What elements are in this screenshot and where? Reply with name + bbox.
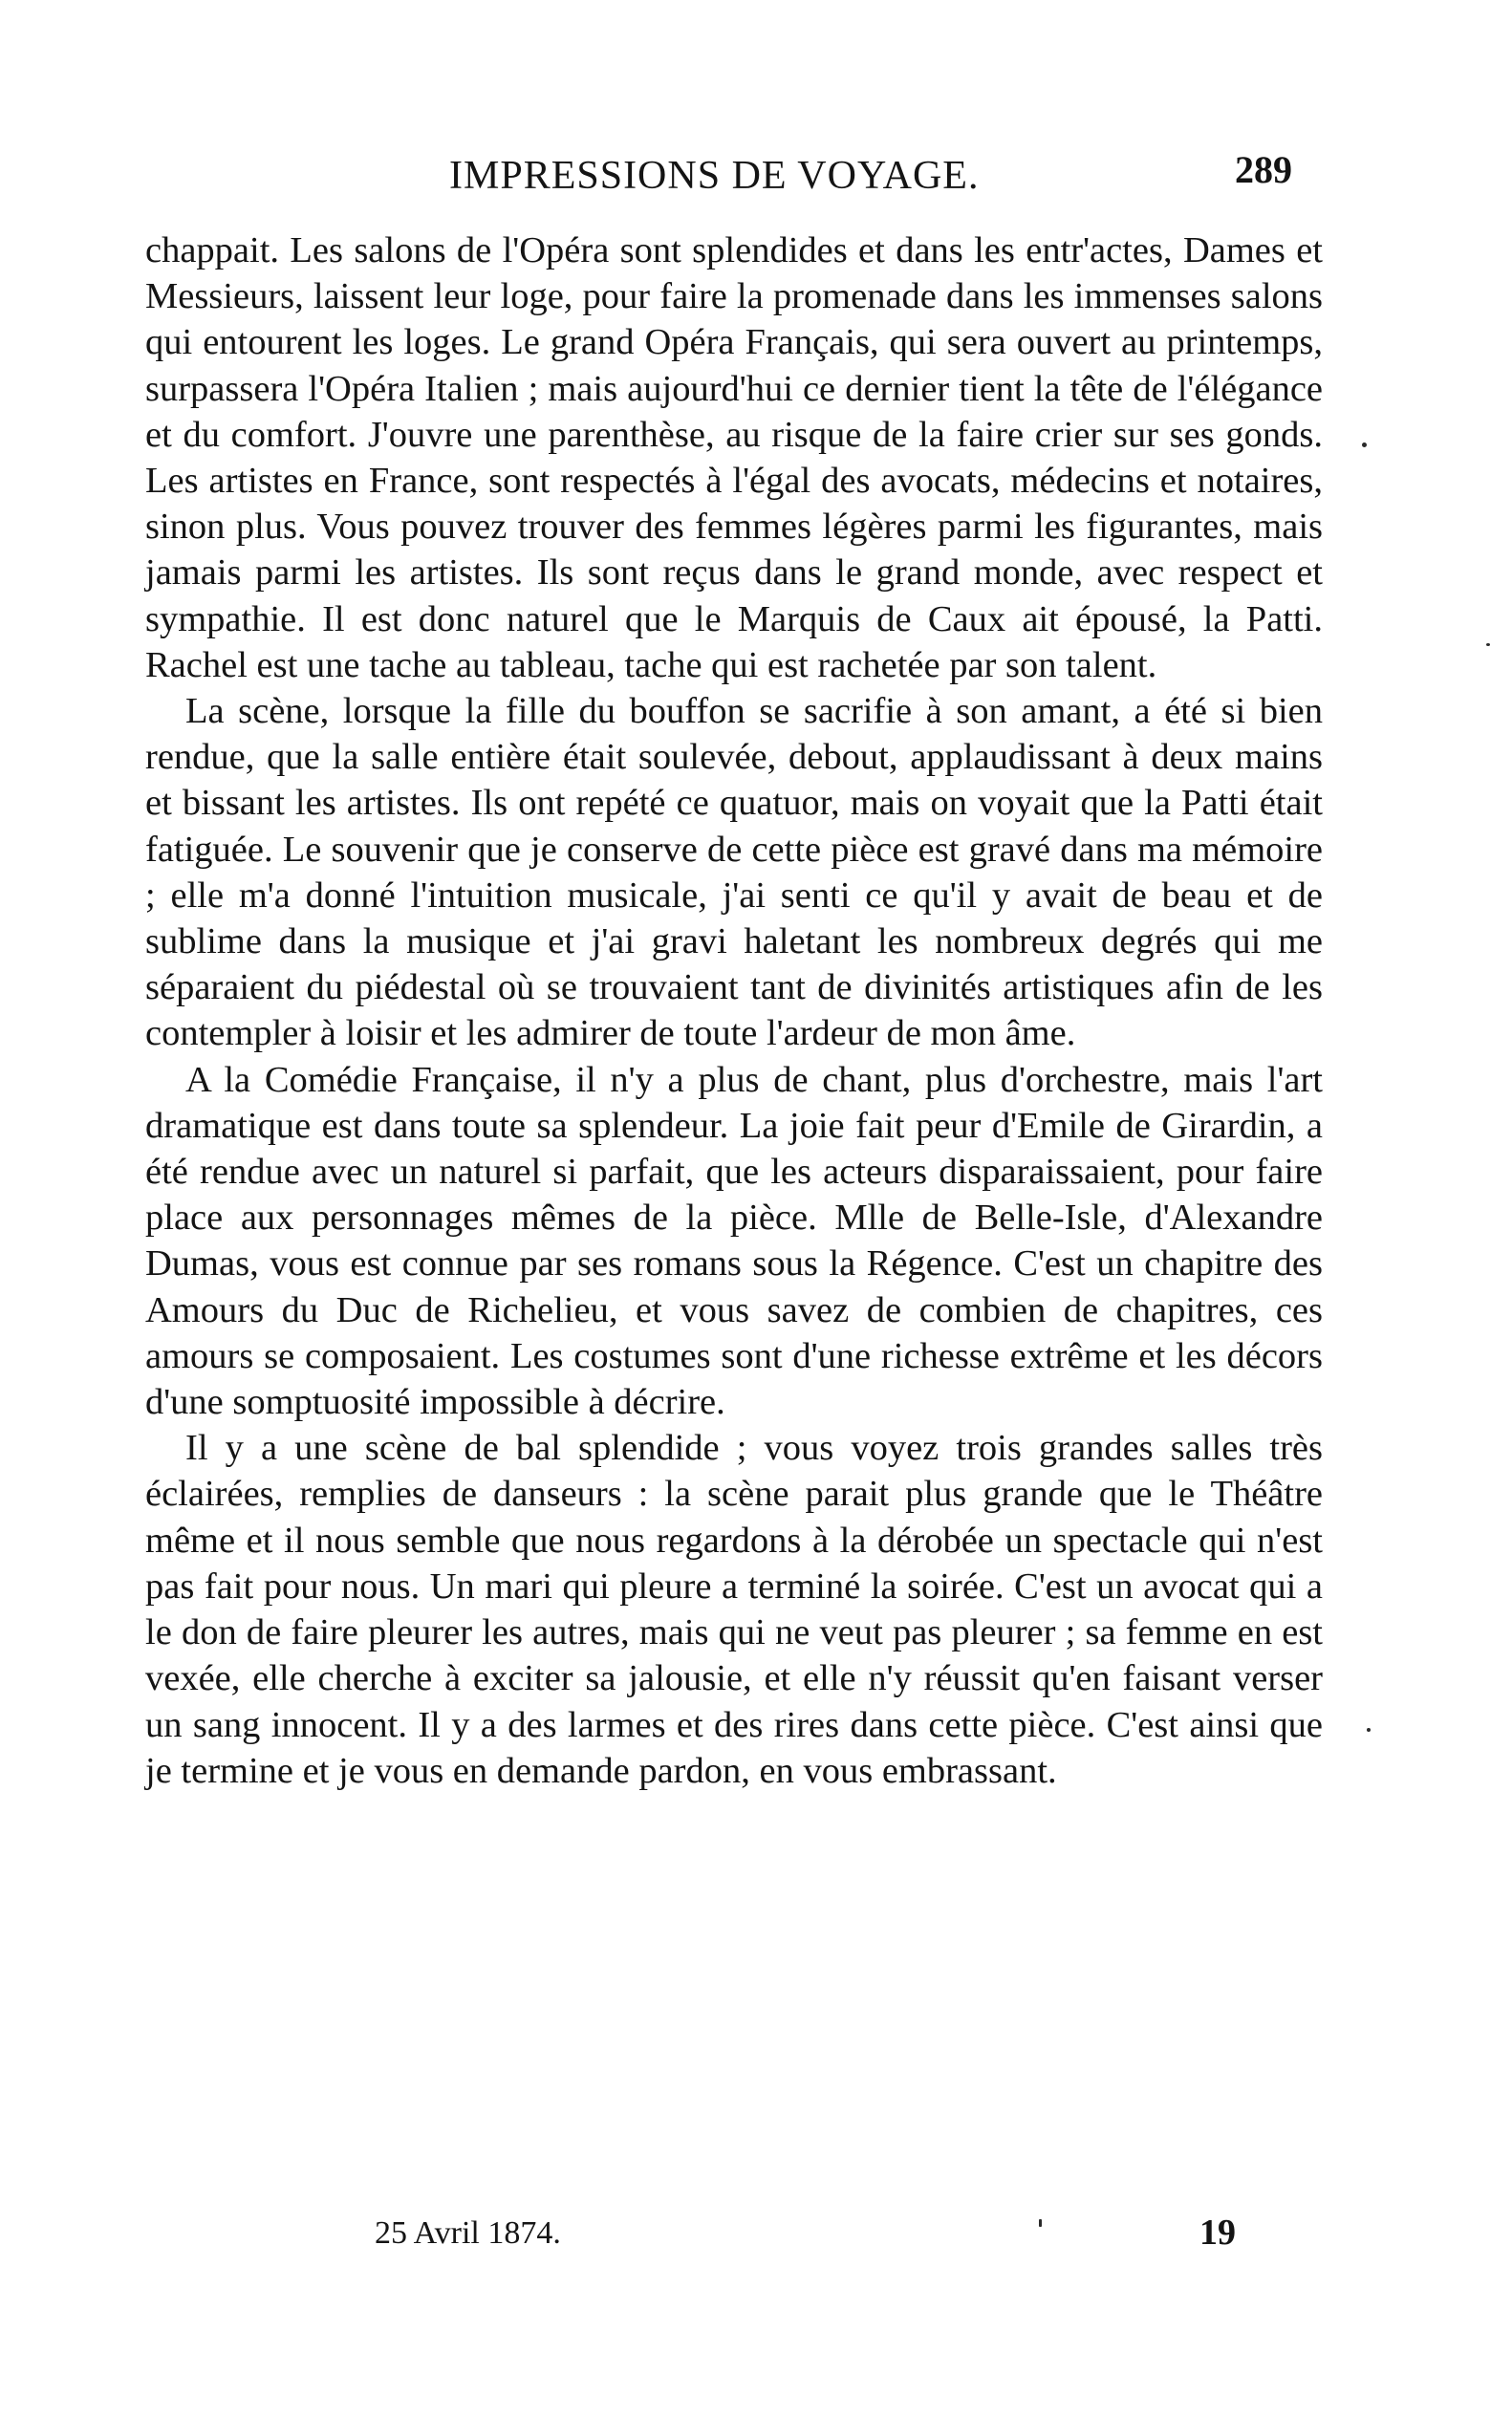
paragraph-1: chappait. Les salons de l'Opéra sont splendides et dans les entr'actes, Dames et Messieurs, laissent leur loge, pour faire la promenade dans les immenses salons qui entourent les loges. Le grand Opéra Français, qui sera ouvert au printemps, surpassera l'Opéra Italien ; mais aujourd'hui ce dernier tient la tête de l'élégance et du comfort. J'ouvre une parenthèse, au risque de la faire crier sur ses gonds. Les artistes en France, sont respectés à l'égal des avocats, médecins et notaires, sinon plus. Vous pouvez trouver des femmes légères parmi les figurantes, mais jamais parmi les artistes. Ils sont reçus dans le grand monde, avec respect et sympathie. Il est donc naturel que le Marquis de Caux ait épousé, la Patti. Rachel est une tache au tableau, tache qui est rachetée par son talent.	[145, 230, 1323, 685]
body-text	[145, 227, 1323, 1794]
ink-speck	[1039, 2219, 1042, 2227]
paragraph-4: Il y a une scène de bal splendide ; vous voyez trois grandes salles très éclairées, remplies de danseurs : la scène parait plus grande que le Théâtre même et il nous semble que nous regardons à la dérobée un spectacle qui n'est pas fait pour nous. Un mari qui pleure a terminé la soirée. C'est un avocat qui a le don de faire pleurer les autres, mais qui ne veut pas pleurer ; sa femme en est vexée, elle cherche à exciter sa jalousie, et elle n'y réussit qu'en faisant verser un sang innocent. Il y a des larmes et des rires dans cette pièce. C'est ainsi que je termine et je vous en demande pardon, en vous embrassant.	[145, 1428, 1323, 1791]
running-header-title: IMPRESSIONS DE VOYAGE.	[449, 154, 980, 198]
paragraph-3: A la Comédie Française, il n'y a plus de chant, plus d'orchestre, mais l'art dramatique est dans toute sa splendeur. La joie fait peur d'Emile de Girardin, a été rendue avec un naturel si parfait, que les acteurs disparaissaient, pour faire place aux personnages mêmes de la pièce. Mlle de Belle-Isle, d'Alexandre Dumas, vous est connue par ses romans sous la Régence. C'est un chapitre des Amours du Duc de Richelieu, et vous savez de combien de chapitres, ces amours se composaient. Les costumes sont d'une richesse extrême et les décors d'une somptuosité impossible à décrire.	[145, 1059, 1323, 1423]
signature-mark: 19	[1199, 2213, 1236, 2253]
ink-speck	[1486, 643, 1490, 646]
ink-speck	[1362, 443, 1367, 447]
footer-date: 25 Avril 1874.	[375, 2215, 561, 2251]
page-number: 289	[1235, 148, 1292, 191]
ink-speck	[1367, 1728, 1371, 1732]
paragraph-2: La scène, lorsque la fille du bouffon se sacrifie à son amant, a été si bien rendue, que la salle entière était soulevée, debout, applaudissant à deux mains et bissant les artistes. Ils ont repété ce quatuor, mais on voyait que la Patti était fatiguée. Le souvenir que je conserve de cette pièce est gravé dans ma mémoire ; elle m'a donné l'intuition musicale, j'ai senti ce qu'il y avait de beau et de sublime dans la musique et j'ai gravi haletant les nombreux degrés qui me séparaient du piédestal où se trouvaient tant de divinités artistiques afin de les contempler à loisir et les admirer de toute l'ardeur de mon âme.	[145, 691, 1323, 1054]
